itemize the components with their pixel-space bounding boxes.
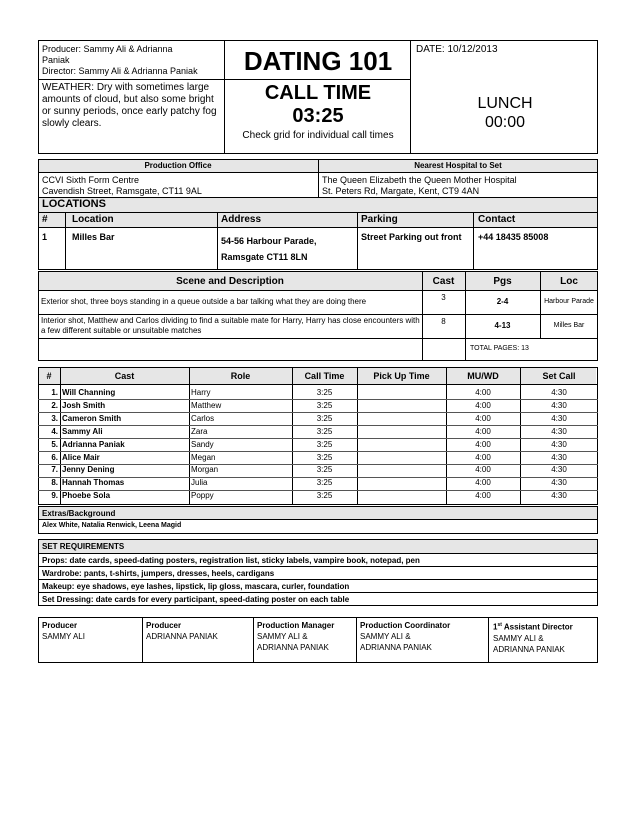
scene-row-2-cast: 8: [441, 317, 446, 326]
cast-cell-name: Jenny Dening: [62, 465, 115, 475]
locations-header-contact: Contact: [478, 214, 516, 225]
cast-cell-set: 4:30: [551, 413, 567, 423]
cast-cell-num: 6.: [51, 452, 58, 462]
cast-cell-set: 4:30: [551, 400, 567, 410]
crew-assistant-director: 1st Assistant Director SAMMY ALI & ADRIANNA PANIAK: [493, 622, 573, 654]
call-date: DATE: 10/12/2013: [416, 44, 498, 55]
cast-cell-num: 3.: [51, 413, 58, 423]
requirement-wardrobe: Wardrobe: pants, t-shirts, jumpers, dresses, heels, cardigans: [42, 569, 275, 578]
call-time-note: Check grid for individual call times: [242, 130, 394, 141]
cast-cell-name: Phoebe Sola: [62, 491, 111, 501]
scene-row-2-desc: Interior shot, Matthew and Carlos dividing to find a suitable mate for Harry, Harry has close encounters with a few different suitable or unsuitable matches: [41, 316, 420, 335]
lunch-label: LUNCH: [477, 95, 533, 112]
call-time-value: 03:25: [292, 105, 344, 127]
cast-cell-role: Matthew: [191, 400, 222, 410]
cast-cell-role: Sandy: [191, 439, 214, 449]
scenes-header-pgs: Pgs: [493, 276, 512, 287]
location-row-address: 54-56 Harbour Parade, Ramsgate CT11 8LN: [221, 236, 317, 262]
cast-cell-role: Zara: [191, 426, 208, 436]
cast-cell-num: 1.: [51, 388, 58, 397]
cast-cell-num: 5.: [51, 439, 58, 449]
cast-cell-set: 4:30: [551, 465, 567, 475]
scenes-header-loc: Loc: [560, 276, 578, 287]
cast-cell-muwd: 4:00: [475, 388, 491, 397]
hospital-header: Nearest Hospital to Set: [414, 161, 502, 170]
cast-cell-set: 4:30: [551, 388, 567, 397]
cast-cell-call: 3:25: [316, 400, 333, 410]
cast-cell-muwd: 4:00: [475, 439, 491, 449]
cast-cell-role: Carlos: [191, 413, 215, 423]
scene-row-1-pgs: 2-4: [496, 297, 509, 306]
locations-header-num: #: [42, 214, 48, 225]
cast-cell-call: 3:25: [316, 491, 333, 501]
cast-cell-call: 3:25: [316, 426, 333, 436]
cast-cell-set: 4:30: [551, 478, 567, 488]
cast-cell-role: Poppy: [191, 491, 214, 501]
scene-row-2-loc: Milles Bar: [553, 322, 585, 329]
lunch-box: [412, 94, 598, 132]
production-office: CCVI Sixth Form Centre Cavendish Street, Ramsgate, CT11 9AL: [42, 175, 202, 196]
cast-cell-name: Adrianna Paniak: [62, 439, 125, 449]
nearest-hospital: The Queen Elizabeth the Queen Mother Hospital St. Peters Rd, Margate, Kent, CT9 4AN: [322, 175, 517, 196]
crew-production-coordinator: Production Coordinator SAMMY ALI & ADRIANNA PANIAK: [360, 621, 451, 652]
cast-cell-name: Josh Smith: [62, 400, 106, 410]
locations-header-parking: Parking: [361, 214, 398, 225]
locations-title: LOCATIONS: [42, 198, 106, 210]
scene-row-1-loc: Harbour Parade: [544, 298, 594, 305]
cast-cell-call: 3:25: [316, 439, 333, 449]
scenes-header-desc: Scene and Description: [176, 276, 284, 287]
cast-cell-call: 3:25: [316, 413, 333, 423]
cast-cell-num: 4.: [51, 426, 58, 436]
location-row-name: Milles Bar: [72, 232, 115, 242]
cast-cell-muwd: 4:00: [475, 413, 491, 423]
cast-cell-name: Hannah Thomas: [62, 478, 125, 488]
cast-cell-num: 7.: [51, 465, 58, 475]
extras-title: Extras/Background: [42, 509, 116, 518]
cast-cell-role: Harry: [191, 388, 211, 397]
cast-header-num: #: [46, 371, 52, 381]
cast-cell-muwd: 4:00: [475, 465, 491, 475]
location-row-num: 1: [42, 232, 48, 242]
cast-header-call-time: Call Time: [304, 371, 345, 381]
cast-cell-role: Megan: [191, 452, 216, 462]
cast-cell-num: 2.: [51, 400, 58, 410]
cast-cell-muwd: 4:00: [475, 400, 491, 410]
cast-cell-name: Will Channing: [62, 388, 116, 397]
scene-row-1-cast: 3: [441, 293, 446, 302]
production-office-header: Production Office: [144, 161, 212, 170]
cast-header-cast: Cast: [114, 371, 135, 381]
requirement-props: Props: date cards, speed-dating posters, registration list, sticky labels, vampire book, notepad, pen: [42, 556, 420, 565]
scene-row-1-desc: Exterior shot, three boys standing in a queue outside a bar talking what they are doing there: [41, 297, 367, 306]
location-row-parking: Street Parking out front: [361, 232, 462, 242]
locations-header-address: Address: [221, 214, 262, 225]
cast-cell-name: Cameron Smith: [62, 413, 122, 423]
cast-cell-set: 4:30: [551, 452, 567, 462]
scenes-header-cast: Cast: [432, 276, 455, 287]
set-requirements-title: SET REQUIREMENTS: [42, 542, 125, 551]
cast-cell-muwd: 4:00: [475, 452, 491, 462]
extras-names: Alex White, Natalia Renwick, Leena Magid: [42, 522, 182, 529]
cast-cell-muwd: 4:00: [475, 426, 491, 436]
scene-row-2-pgs: 4-13: [494, 321, 511, 330]
cast-cell-call: 3:25: [316, 452, 333, 462]
page-title: DATING 101: [243, 46, 393, 76]
requirement-makeup: Makeup: eye shadows, eye lashes, lipstick, lip gloss, mascara, curler, foundation: [42, 582, 350, 591]
lunch-value: 00:00: [484, 114, 526, 131]
call-time-box: [226, 82, 410, 141]
cast-cell-name: Sammy Ali: [62, 426, 103, 436]
cast-cell-num: 8.: [51, 478, 58, 488]
requirement-set-dressing: Set Dressing: date cards for every participant, speed-dating poster on each table: [42, 595, 350, 604]
total-pages: TOTAL PAGES: 13: [470, 345, 529, 352]
cast-header-pickup: Pick Up Time: [373, 371, 430, 381]
crew-producer-1: Producer SAMMY ALI: [42, 621, 85, 641]
cast-cell-muwd: 4:00: [475, 491, 491, 501]
cast-cell-call: 3:25: [316, 388, 333, 397]
cast-cell-set: 4:30: [551, 491, 567, 501]
cast-header-role: Role: [230, 371, 251, 381]
cast-header-muwd: MU/WD: [467, 371, 499, 381]
cast-cell-call: 3:25: [316, 465, 333, 475]
weather-info: WEATHER: Dry with sometimes large amounts of cloud, but also some bright or sunny periods, once early patchy fog slowly clears.: [42, 82, 217, 129]
cast-cell-muwd: 4:00: [475, 478, 491, 488]
crew-production-manager: Production Manager SAMMY ALI & ADRIANNA PANIAK: [257, 621, 335, 652]
crew-producer-2: Producer ADRIANNA PANIAK: [146, 621, 218, 641]
call-time-label: CALL TIME: [264, 82, 372, 104]
cast-cell-role: Morgan: [191, 465, 219, 475]
cast-cell-set: 4:30: [551, 426, 567, 436]
cast-cell-set: 4:30: [551, 439, 567, 449]
cast-cell-name: Alice Mair: [62, 452, 100, 462]
cast-cell-num: 9.: [51, 491, 58, 501]
cast-header-set-call: Set Call: [542, 371, 576, 381]
cast-cell-call: 3:25: [316, 478, 333, 488]
cast-cell-role: Julia: [191, 478, 208, 488]
location-row-contact: +44 18435 85008: [478, 232, 549, 242]
producer-info: Producer: Sammy Ali & Adrianna Paniak Director: Sammy Ali & Adrianna Paniak: [42, 44, 198, 76]
locations-header-location: Location: [72, 214, 114, 225]
